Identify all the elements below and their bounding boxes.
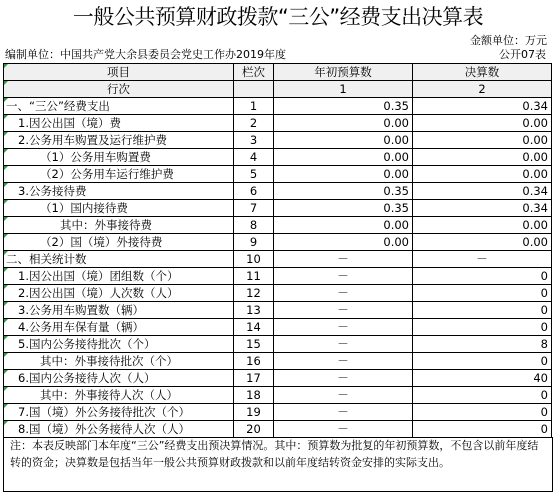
- footnote: 注：本表反映部门本年度“三公”经费支出预决算情况。其中：预算数为批复的年初预算数，不包含以前年度结转的资金；决算数是包括当年一般公共预算财政拨款和以前年度结转资金安排的实际支出。: [3, 437, 553, 492]
- row-item-cell[interactable]: （2）公务用车运行维护费: [4, 166, 234, 183]
- row-col-no-cell[interactable]: 14: [234, 319, 274, 336]
- row-final-cell[interactable]: 0: [413, 268, 552, 285]
- table-row: [4, 132, 552, 149]
- row-col-no-cell[interactable]: 10: [234, 251, 274, 268]
- row-item-cell[interactable]: 其中：外事接待批次（个）: [4, 353, 234, 370]
- table-row: [4, 387, 552, 404]
- header-col-no[interactable]: 栏次: [234, 64, 274, 81]
- row-budget-cell[interactable]: 0.00: [274, 234, 413, 251]
- table-row: [4, 353, 552, 370]
- row-col-no-cell[interactable]: 2: [234, 115, 274, 132]
- row-final-cell[interactable]: 0.34: [413, 98, 552, 115]
- row-item-cell[interactable]: 其中：外事接待费: [4, 217, 234, 234]
- table-row: [4, 268, 552, 285]
- row-budget-cell[interactable]: 0.00: [274, 132, 413, 149]
- row-item-cell[interactable]: 一、“三公”经费支出: [4, 98, 234, 115]
- row-item-cell[interactable]: 5.国内公务接待批次（个）: [4, 336, 234, 353]
- row-budget-cell[interactable]: －: [274, 421, 413, 438]
- row-item-cell[interactable]: 1.因公出国（境）费: [4, 115, 234, 132]
- table-row: [4, 285, 552, 302]
- table-row: [4, 166, 552, 183]
- row-col-no-cell[interactable]: 3: [234, 132, 274, 149]
- report-title: 一般公共预算财政拨款“三公”经费支出决算表: [72, 5, 484, 29]
- row-col-no-cell[interactable]: 16: [234, 353, 274, 370]
- row-budget-cell[interactable]: 0.35: [274, 183, 413, 200]
- row-col-no-cell[interactable]: 5: [234, 166, 274, 183]
- row-col-no-cell[interactable]: 18: [234, 387, 274, 404]
- row-item-cell[interactable]: 6.国内公务接待人次（人）: [4, 370, 234, 387]
- table-body: [4, 64, 552, 438]
- row-final-cell[interactable]: 0: [413, 353, 552, 370]
- row-final-cell[interactable]: 0: [413, 387, 552, 404]
- row-budget-cell[interactable]: 0.35: [274, 98, 413, 115]
- row-final-cell[interactable]: 0.00: [413, 217, 552, 234]
- row-item-cell[interactable]: 2.因公出国（境）人次数（人）: [4, 285, 234, 302]
- row-final-cell[interactable]: 0: [413, 319, 552, 336]
- row-budget-cell[interactable]: －: [274, 370, 413, 387]
- row-item-cell[interactable]: 3.公务接待费: [4, 183, 234, 200]
- row-final-cell[interactable]: 0.00: [413, 149, 552, 166]
- table-row: [4, 302, 552, 319]
- row-budget-cell[interactable]: －: [274, 285, 413, 302]
- header-final[interactable]: 决算数: [413, 64, 552, 81]
- row-col-no-cell[interactable]: 13: [234, 302, 274, 319]
- row-final-cell[interactable]: 40: [413, 370, 552, 387]
- table-row: [4, 115, 552, 132]
- table-row: [4, 234, 552, 251]
- row-col-no-cell[interactable]: 8: [234, 217, 274, 234]
- row-item-cell[interactable]: 8.国（境）外公务接待人次（人）: [4, 421, 234, 438]
- row-final-cell[interactable]: 0.34: [413, 183, 552, 200]
- row-item-cell[interactable]: 其中：外事接待人次（人）: [4, 387, 234, 404]
- table-row: [4, 421, 552, 438]
- table-row: [4, 336, 552, 353]
- row-final-cell[interactable]: 0.00: [413, 234, 552, 251]
- table-row: [4, 98, 552, 115]
- row-col-no-cell[interactable]: 11: [234, 268, 274, 285]
- table-row: [4, 251, 552, 268]
- row-final-cell[interactable]: 0.00: [413, 115, 552, 132]
- header-item[interactable]: 项目: [4, 64, 234, 81]
- row-item-cell[interactable]: （1）国内接待费: [4, 200, 234, 217]
- row-budget-cell[interactable]: －: [274, 251, 413, 268]
- row-col-no-cell[interactable]: 6: [234, 183, 274, 200]
- row-budget-cell[interactable]: －: [274, 353, 413, 370]
- row-item-cell[interactable]: 2.公务用车购置及运行维护费: [4, 132, 234, 149]
- header-row: [4, 64, 552, 81]
- table-row: [4, 200, 552, 217]
- row-final-cell[interactable]: 0.00: [413, 166, 552, 183]
- row-budget-cell[interactable]: 0.35: [274, 200, 413, 217]
- header-budget-index[interactable]: 1: [274, 81, 413, 98]
- row-budget-cell[interactable]: －: [274, 302, 413, 319]
- table-row: [4, 404, 552, 421]
- row-item-cell[interactable]: （2）国（境）外接待费: [4, 234, 234, 251]
- form-code: 公开07表: [499, 48, 546, 61]
- table-row: [4, 183, 552, 200]
- row-item-cell[interactable]: 7.国（境）外公务接待批次（个）: [4, 404, 234, 421]
- row-col-no-cell[interactable]: 7: [234, 200, 274, 217]
- row-final-cell[interactable]: 0: [413, 302, 552, 319]
- row-item-cell[interactable]: （1）公务用车购置费: [4, 149, 234, 166]
- header-row-no[interactable]: 行次: [4, 81, 234, 98]
- header-final-index[interactable]: 2: [413, 81, 552, 98]
- header-blank[interactable]: [234, 81, 274, 98]
- expenditure-table: [3, 63, 552, 438]
- table-row: [4, 217, 552, 234]
- table-row: [4, 370, 552, 387]
- row-item-cell[interactable]: 二、相关统计数: [4, 251, 234, 268]
- row-budget-cell[interactable]: 0.00: [274, 217, 413, 234]
- row-budget-cell[interactable]: －: [274, 268, 413, 285]
- row-final-cell[interactable]: 0.34: [413, 200, 552, 217]
- table-row: [4, 319, 552, 336]
- row-budget-cell[interactable]: －: [274, 319, 413, 336]
- header-row-index: [4, 81, 552, 98]
- row-item-cell[interactable]: 3.公务用车购置数（辆）: [4, 302, 234, 319]
- row-col-no-cell[interactable]: 17: [234, 370, 274, 387]
- row-final-cell[interactable]: 0: [413, 404, 552, 421]
- amount-unit-label: 金额单位：万元: [470, 34, 547, 47]
- row-col-no-cell[interactable]: 19: [234, 404, 274, 421]
- row-item-cell[interactable]: 1.因公出国（境）团组数（个）: [4, 268, 234, 285]
- row-col-no-cell[interactable]: 12: [234, 285, 274, 302]
- row-final-cell[interactable]: 0: [413, 421, 552, 438]
- row-col-no-cell[interactable]: 15: [234, 336, 274, 353]
- row-final-cell[interactable]: －: [413, 251, 552, 268]
- header-budget[interactable]: 年初预算数: [274, 64, 413, 81]
- row-final-cell[interactable]: 8: [413, 336, 552, 353]
- row-budget-cell[interactable]: －: [274, 404, 413, 421]
- row-budget-cell[interactable]: －: [274, 387, 413, 404]
- row-budget-cell[interactable]: 0.00: [274, 149, 413, 166]
- row-col-no-cell[interactable]: 20: [234, 421, 274, 438]
- row-col-no-cell[interactable]: 1: [234, 98, 274, 115]
- row-budget-cell[interactable]: 0.00: [274, 115, 413, 132]
- row-col-no-cell[interactable]: 9: [234, 234, 274, 251]
- row-final-cell[interactable]: 0: [413, 285, 552, 302]
- row-item-cell[interactable]: 4.公务用车保有量（辆）: [4, 319, 234, 336]
- table-row: [4, 149, 552, 166]
- row-budget-cell[interactable]: －: [274, 336, 413, 353]
- row-budget-cell[interactable]: 0.00: [274, 166, 413, 183]
- row-final-cell[interactable]: 0.00: [413, 132, 552, 149]
- row-col-no-cell[interactable]: 4: [234, 149, 274, 166]
- compiling-unit-label: 编制单位：中国共产党大余县委员会党史工作办2019年度: [5, 48, 286, 61]
